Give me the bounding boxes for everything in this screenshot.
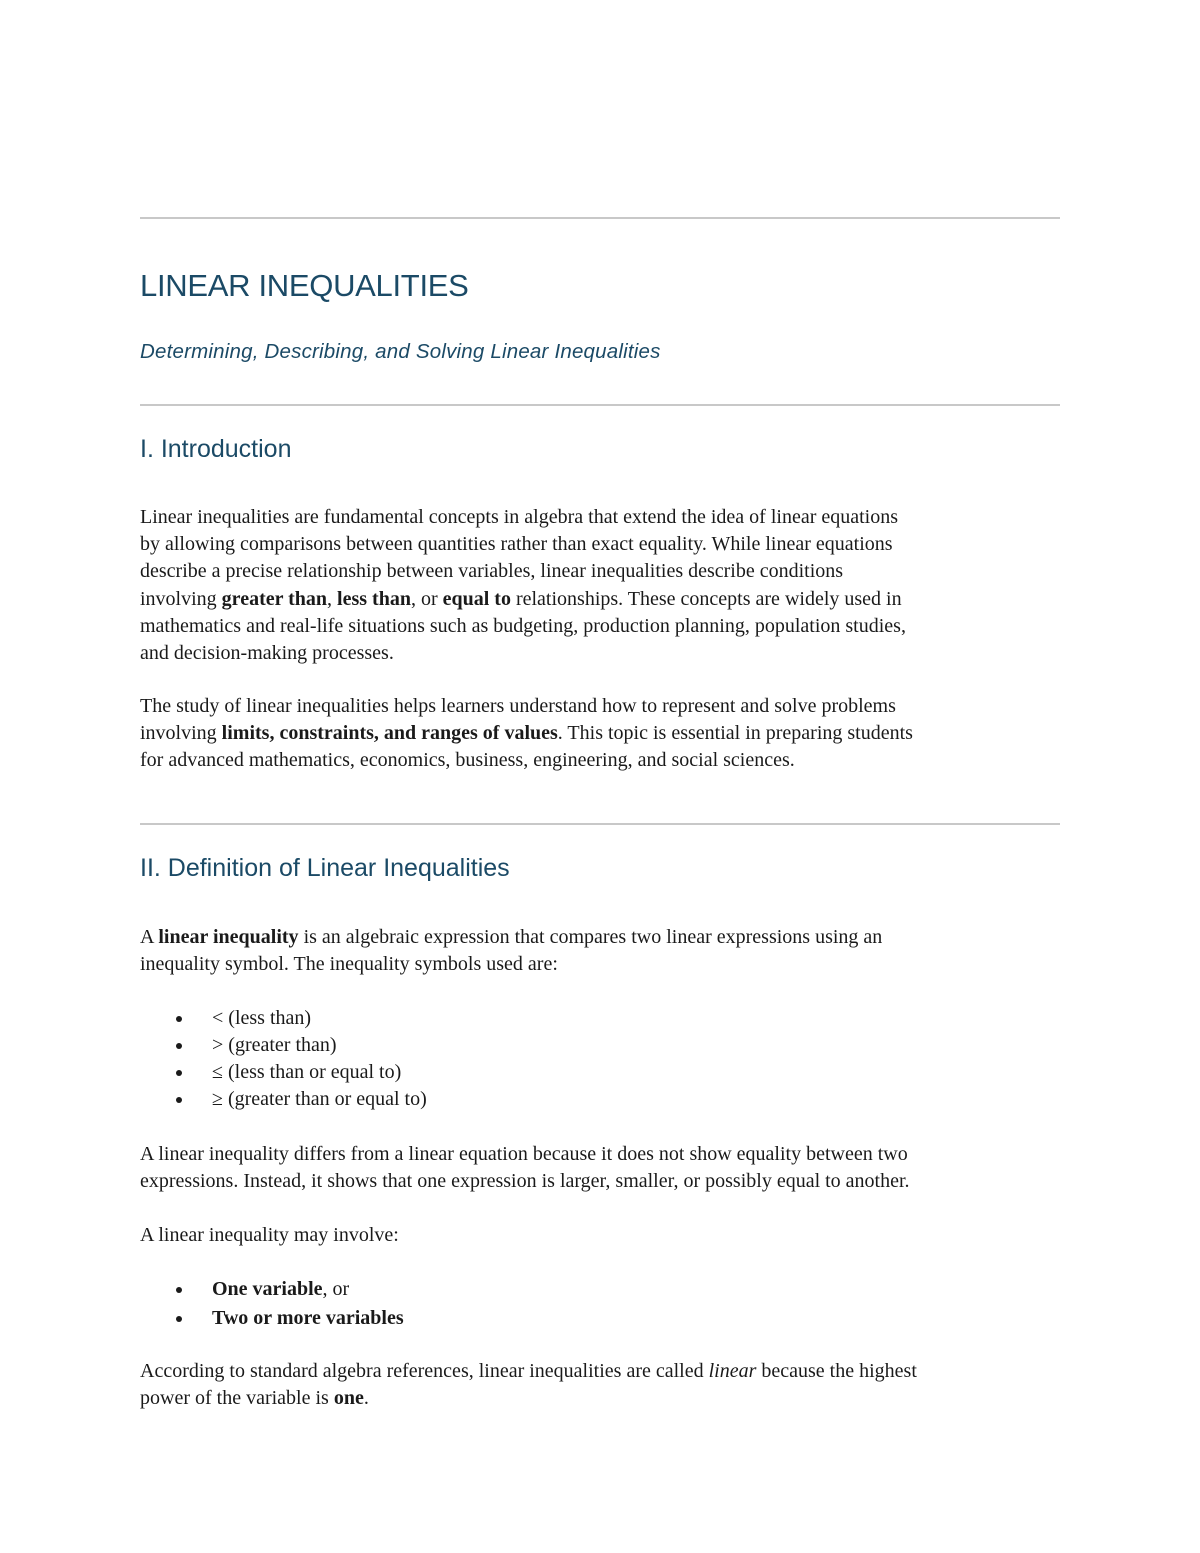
text-line: The study of linear inequalities helps learners understand how to represent and solve problems	[140, 695, 896, 717]
bullet-icon	[176, 1097, 182, 1103]
top-divider	[140, 217, 1060, 219]
emphasis-equal-to: equal to	[442, 587, 511, 610]
text-line: power of the variable is one.	[140, 1387, 369, 1410]
bullet-icon	[176, 1016, 182, 1022]
section-heading-definition: II. Definition of Linear Inequalities	[140, 854, 510, 882]
definition-paragraph-3	[140, 1222, 1065, 1249]
list-item: ≤ (less than or equal to)	[140, 1059, 427, 1086]
emphasis-greater-than: greater than	[221, 587, 328, 610]
introduction-paragraph-2	[140, 693, 1065, 775]
definition-paragraph-1	[140, 924, 1065, 978]
text-line: by allowing comparisons between quantities rather than exact equality. While linear equations	[140, 533, 893, 556]
text-line: expressions. Instead, it shows that one expression is larger, smaller, or possibly equal to another.	[140, 1170, 910, 1193]
bullet-icon	[176, 1287, 182, 1293]
text-line: for advanced mathematics, economics, business, engineering, and social sciences.	[140, 749, 795, 772]
section-divider	[140, 823, 1060, 825]
emphasis-less-than: less than	[337, 587, 411, 610]
emphasis-one: one	[333, 1387, 364, 1410]
emphasis-linear: linear	[708, 1360, 757, 1382]
emphasis-linear-inequality: linear inequality	[158, 926, 299, 948]
subtitle-divider	[140, 404, 1060, 406]
bullet-icon	[176, 1316, 182, 1322]
list-item: Two or more variables	[140, 1304, 404, 1333]
list-item: < (less than)	[140, 1005, 427, 1032]
introduction-paragraph-1	[140, 504, 1065, 667]
bullet-icon	[176, 1043, 182, 1049]
list-item: > (greater than)	[140, 1032, 427, 1059]
text-line: and decision-making processes.	[140, 642, 394, 665]
text-line: involving greater than, less than, or equal to relationships. These concepts are widely used in	[140, 587, 902, 610]
definition-paragraph-2	[140, 1141, 1065, 1195]
section-heading-introduction: I. Introduction	[140, 435, 292, 463]
text-line: describe a precise relationship between variables, linear inequalities describe conditions	[140, 560, 844, 583]
document-title: LINEAR INEQUALITIES	[140, 268, 469, 303]
variables-list	[140, 1275, 404, 1333]
text-line: According to standard algebra references, linear inequalities are called linear because the highest	[140, 1360, 917, 1382]
document-subtitle: Determining, Describing, and Solving Linear Inequalities	[140, 340, 661, 363]
text-line: A linear inequality is an algebraic expression that compares two linear expressions using an	[140, 926, 883, 948]
list-item: One variable, or	[140, 1275, 404, 1304]
inequality-symbols-list	[140, 1005, 427, 1113]
list-item: ≥ (greater than or equal to)	[140, 1086, 427, 1113]
bullet-icon	[176, 1070, 182, 1076]
emphasis-limits: limits, constraints, and ranges of values	[221, 722, 558, 745]
text-line: inequality symbol. The inequality symbols used are:	[140, 953, 558, 976]
text-line: mathematics and real-life situations such as budgeting, production planning, population studies,	[140, 614, 906, 637]
text-line: A linear inequality may involve:	[140, 1224, 399, 1246]
text-line: involving limits, constraints, and ranges of values. This topic is essential in preparing students	[140, 722, 913, 745]
definition-paragraph-4	[140, 1358, 1065, 1412]
text-line: Linear inequalities are fundamental concepts in algebra that extend the idea of linear equations	[140, 506, 899, 528]
text-line: A linear inequality differs from a linear equation because it does not show equality between two	[140, 1143, 908, 1165]
